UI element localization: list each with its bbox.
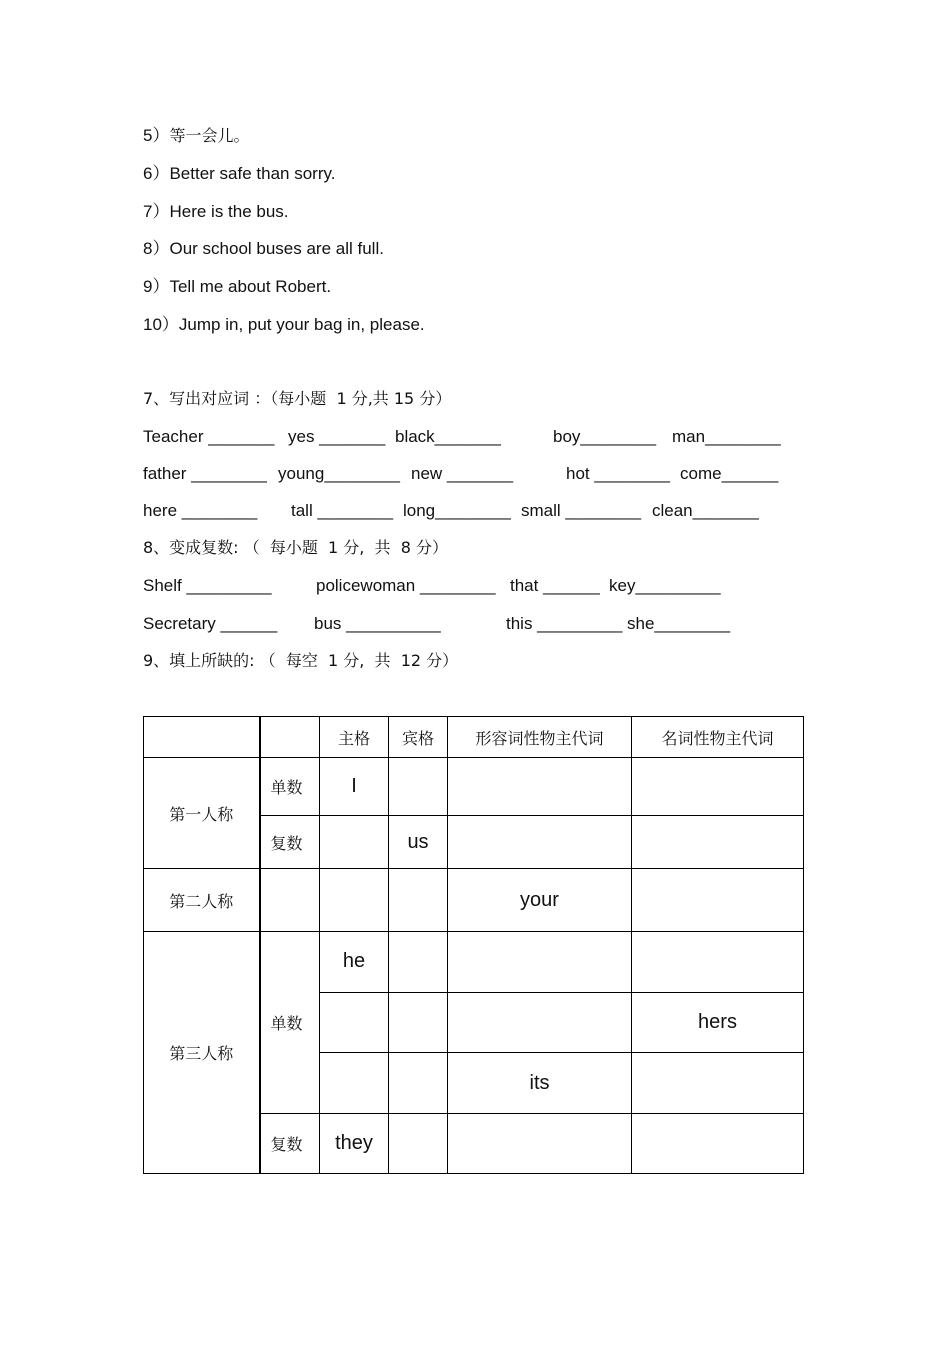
s7-blank-black: black_______ — [395, 427, 501, 446]
p1-pl-adj-cell — [448, 816, 632, 869]
p3-sg1-noun-cell — [632, 932, 804, 993]
s8-blank-bus: bus __________ — [314, 614, 441, 633]
p3-sg2-noun-cell: hers — [632, 993, 804, 1053]
p2-subject-cell — [320, 869, 389, 932]
s7-blank-young: young________ — [278, 464, 400, 483]
s7-blank-father: father ________ — [143, 464, 267, 483]
pronoun-table — [143, 716, 804, 1174]
s7-blank-boy: boy________ — [553, 427, 657, 446]
s7-blank-come: come______ — [680, 464, 779, 483]
s7-blank-new: new _______ — [411, 464, 514, 483]
p1-pl-object-cell: us — [389, 816, 448, 869]
header-adj-possessive: 形容词性物主代词 — [448, 717, 632, 758]
s8-blank-key: key_________ — [609, 576, 721, 595]
s7-blank-clean: clean_______ — [652, 501, 759, 520]
p1-pl-noun-cell — [632, 816, 804, 869]
s8-blank-secretary: Secretary ______ — [143, 614, 278, 633]
p3-pl-object-cell — [389, 1114, 448, 1174]
p3-sg1-adj-cell — [448, 932, 632, 993]
p3-sg2-adj-cell — [448, 993, 632, 1053]
p3-sg3-object-cell — [389, 1053, 448, 1114]
p2-number-cell — [260, 869, 320, 932]
first-person-label: 第一人称 — [144, 758, 260, 869]
header-noun-possessive: 名词性物主代词 — [632, 717, 804, 758]
s7-blank-hot: hot ________ — [566, 464, 670, 483]
p1-sg-object-cell — [389, 758, 448, 816]
section9-heading: 9、填上所缺的: （ 每空 1 分, 共 12 分） — [143, 651, 459, 670]
third-person-label: 第三人称 — [144, 932, 260, 1174]
p1-sg-noun-cell — [632, 758, 804, 816]
s8-blank-shelf: Shelf _________ — [143, 576, 272, 595]
table-row — [144, 869, 804, 932]
p3-sg3-noun-cell — [632, 1053, 804, 1114]
item-9: 9）Tell me about Robert. — [143, 277, 332, 296]
s7-blank-teacher: Teacher _______ — [143, 427, 275, 446]
p3-sg1-subject-cell: he — [320, 932, 389, 993]
p3-sg3-adj-cell: its — [448, 1053, 632, 1114]
s8-blank-that: that ______ — [510, 576, 600, 595]
table-header-row — [144, 717, 804, 758]
s8-blank-policewoman: policewoman ________ — [316, 576, 496, 595]
plural-label: 复数 — [260, 816, 320, 869]
section7-heading: 7、写出对应词 ：（每小题 1 分,共 15 分） — [143, 389, 452, 408]
s7-blank-small: small ________ — [521, 501, 642, 520]
p3-sg1-object-cell — [389, 932, 448, 993]
s7-blank-long: long________ — [403, 501, 511, 520]
p3-sg3-subject-cell — [320, 1053, 389, 1114]
second-person-label: 第二人称 — [144, 869, 260, 932]
table-row — [144, 758, 804, 816]
s7-blank-here: here ________ — [143, 501, 258, 520]
s7-blank-yes: yes _______ — [288, 427, 386, 446]
item-10: 10）Jump in, put your bag in, please. — [143, 315, 425, 334]
singular-label: 单数 — [260, 758, 320, 816]
item-8: 8）Our school buses are all full. — [143, 239, 384, 258]
p3-sg2-subject-cell — [320, 993, 389, 1053]
s7-blank-man: man________ — [672, 427, 781, 446]
s7-blank-tall: tall ________ — [291, 501, 394, 520]
plural-label: 复数 — [260, 1114, 320, 1174]
p3-sg2-object-cell — [389, 993, 448, 1053]
p3-pl-subject-cell: they — [320, 1114, 389, 1174]
p3-pl-adj-cell — [448, 1114, 632, 1174]
header-blank-1 — [144, 717, 260, 758]
singular-label: 单数 — [260, 932, 320, 1114]
header-object: 宾格 — [389, 717, 448, 758]
s8-blank-she: she________ — [627, 614, 731, 633]
p1-sg-adj-cell — [448, 758, 632, 816]
section8-heading: 8、变成复数: （ 每小题 1 分, 共 8 分） — [143, 538, 448, 557]
p1-sg-subject-cell: I — [320, 758, 389, 816]
s8-blank-this: this _________ — [506, 614, 623, 633]
p1-pl-subject-cell — [320, 816, 389, 869]
p2-object-cell — [389, 869, 448, 932]
header-blank-2 — [260, 717, 320, 758]
item-6: 6）Better safe than sorry. — [143, 164, 336, 183]
header-subject: 主格 — [320, 717, 389, 758]
item-5: 5）等一会儿。 — [143, 126, 250, 145]
table-row — [144, 932, 804, 993]
p2-adj-cell: your — [448, 869, 632, 932]
p3-pl-noun-cell — [632, 1114, 804, 1174]
item-7: 7）Here is the bus. — [143, 202, 289, 221]
p2-noun-cell — [632, 869, 804, 932]
